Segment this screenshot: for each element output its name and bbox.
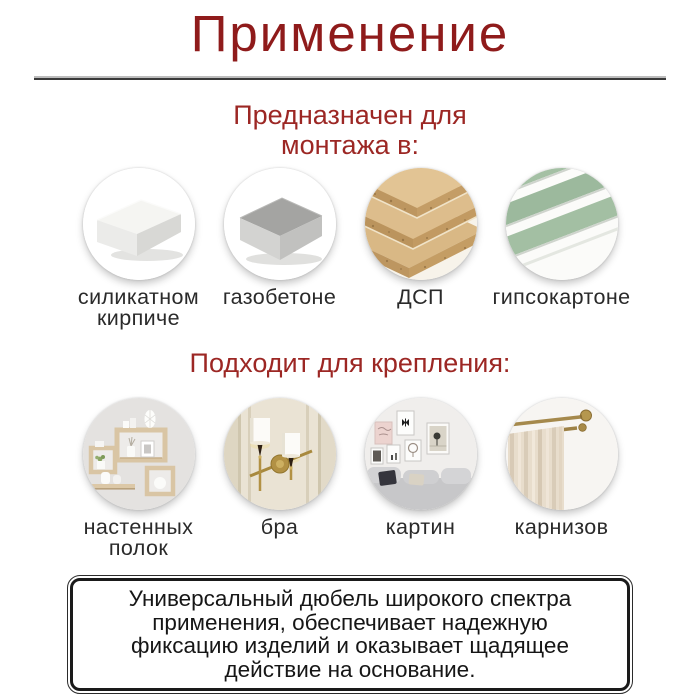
material-label: силикатном кирпиче xyxy=(77,285,200,330)
material-label: гипсокартоне xyxy=(492,285,631,309)
drywall-image xyxy=(506,168,618,280)
object-label: картин xyxy=(385,515,456,539)
chipboard-icon xyxy=(365,168,477,280)
material-drywall xyxy=(491,168,632,329)
object-curtain-rod xyxy=(491,398,632,559)
description-line: фиксацию изделий и оказывает щадящее xyxy=(131,633,569,658)
section-fastening-heading xyxy=(0,348,700,378)
heading-line: Предназначен для xyxy=(233,100,467,130)
description-line: действие на основание. xyxy=(224,656,476,682)
object-wall-shelves xyxy=(68,398,209,559)
object-sconce xyxy=(209,398,350,559)
material-label: ДСП xyxy=(397,285,444,309)
material-silicate-brick xyxy=(68,168,209,329)
pictures-photo xyxy=(365,398,477,510)
sconce-image xyxy=(224,398,336,510)
description-line: применения, обеспечивает надежную xyxy=(152,609,548,635)
wall-shelves-photo xyxy=(83,398,195,510)
wall-shelves-image xyxy=(83,398,195,510)
object-label: бра xyxy=(260,515,299,539)
description-line: Универсальный дюбель широкого спектра xyxy=(128,586,572,611)
pictures-image xyxy=(365,398,477,510)
material-aerated-concrete xyxy=(209,168,350,329)
sconce-photo xyxy=(224,398,336,510)
material-label: газобетоне xyxy=(222,285,337,309)
silicate-brick-image xyxy=(83,168,195,280)
object-pictures xyxy=(350,398,491,559)
silicate-brick-icon xyxy=(83,168,195,280)
object-label: карнизов xyxy=(514,515,609,539)
object-label: настенных полок xyxy=(83,515,194,560)
section-mounting-heading xyxy=(0,100,700,160)
material-chipboard xyxy=(350,168,491,329)
mounting-materials-row xyxy=(68,168,632,329)
heading-line: монтажа в: xyxy=(281,130,419,160)
chipboard-image xyxy=(365,168,477,280)
heading-line: Подходит для крепления: xyxy=(189,348,511,378)
curtain-rod-image xyxy=(506,398,618,510)
fastening-objects-row xyxy=(68,398,632,559)
curtain-rod-photo xyxy=(506,398,618,510)
description-box xyxy=(70,578,630,691)
title-divider xyxy=(34,78,666,80)
page-title: Применение xyxy=(190,5,510,62)
aerated-concrete-image xyxy=(224,168,336,280)
drywall-icon xyxy=(506,168,618,280)
aerated-concrete-icon xyxy=(224,168,336,280)
